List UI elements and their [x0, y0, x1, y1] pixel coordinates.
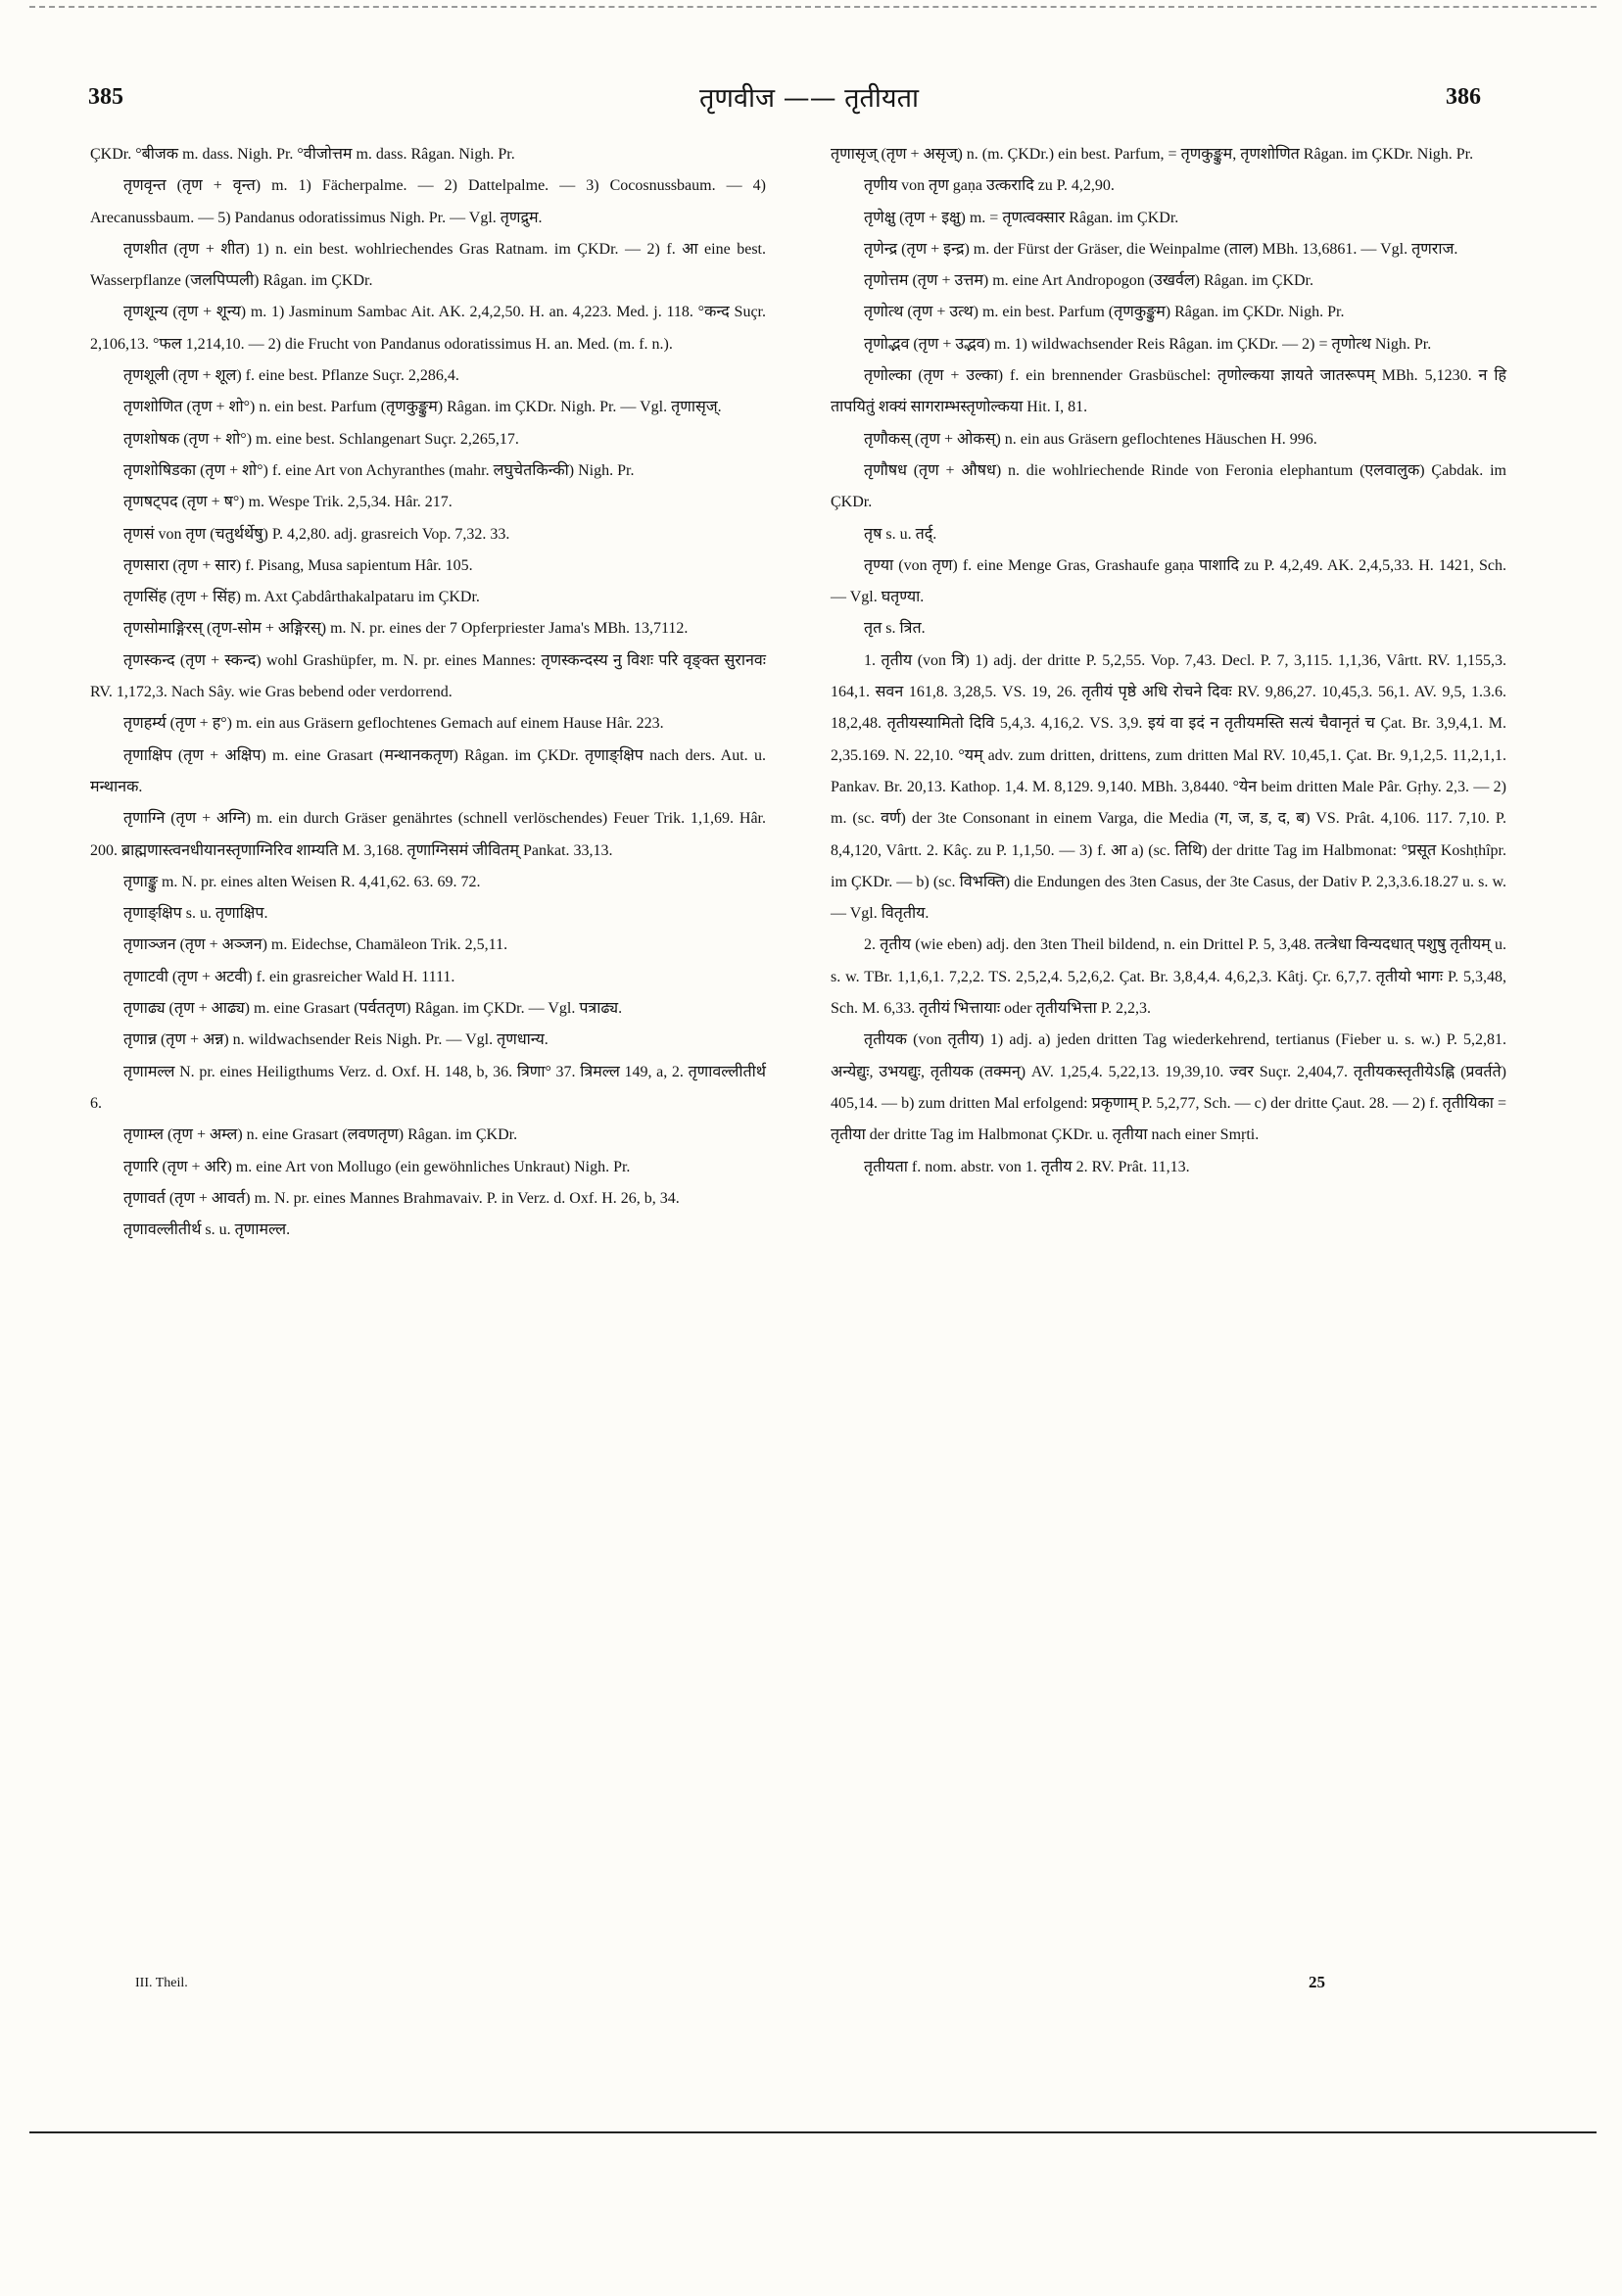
dictionary-entry: तृणान्न (तृण + अन्न) n. wildwachsender Reis Nigh. Pr. — Vgl. तृणधान्य. [123, 1031, 549, 1049]
dictionary-entry: तृणौकस् (तृण + ओकस्) n. ein aus Gräsern geflochtenes Häuschen H. 996. [864, 430, 1317, 448]
dictionary-entry: तृणशून्य (तृण + शून्य) m. 1) Jasminum Sambac Ait. AK. 2,4,2,50. H. an. 4,223. Med. j. 118. °कन्द Suçr. 2,106,13. °फल 1,214,10. — 2) die Frucht von Pandanus odoratissimus H. an. Med. (m. f. n.). [90, 304, 766, 353]
right-column [831, 139, 1506, 1183]
dictionary-entry: तृणशीत (तृण + शीत) 1) n. ein best. wohlriechendes Gras Ratnam. im ÇKDr. — 2) f. आ eine best. Wasserpflanze (जलपिप्पली) Râgan. im ÇKDr. [90, 240, 766, 290]
dictionary-entry: तृणामल्ल N. pr. eines Heiligthums Verz. d. Oxf. H. 148, b, 36. त्रिणा° 37. त्रिमल्ल 149, a, 2. तृणावल्लीतीर्थ 6. [90, 1063, 766, 1112]
right-page-number: 386 [1446, 84, 1481, 110]
dictionary-entry: तृणाञ्जन (तृण + अञ्जन) m. Eidechse, Chamäleon Trik. 2,5,11. [123, 936, 508, 954]
dictionary-entry: तृणाक्षिप (तृण + अक्षिप) m. eine Grasart (मन्थानकतृण) Râgan. im ÇKDr. तृणाङ्क्षिप nach ders. Aut. u. मन्थानक. [90, 746, 766, 795]
dictionary-entry: तृणसारा (तृण + सार) f. Pisang, Musa sapientum Hâr. 105. [123, 556, 473, 574]
dictionary-entry: तृत s. त्रित. [864, 620, 926, 638]
dictionary-entry: 1. तृतीय (von त्रि) 1) adj. der dritte P. 5,2,55. Vop. 7,43. Decl. P. 7, 3,115. 1,1,36, Vârtt. RV. 1,155,3. 164,1. सवन 161,8. 3,28,5. VS. 19, 26. तृतीयं पृष्ठे अधि रोचने दिवः RV. 9,86,27. 10,45,3. 56,1. AV. 9,5, 1.3.6. 18,2,48. तृतीयस्यामितो दिवि 5,4,3. 4,16,2. VS. 3,9. इयं वा इदं न तृतीयमस्ति सत्यं चैवानृतं च Çat. Br. 3,9,4,1. M. 2,35.169. N. 22,10. °यम् adv. zum dritten, drittens, zum dritten Mal RV. 10,45,1. Çat. Br. 9,1,2,5. 11,2,1,1. Pankav. Br. 20,13. Kathop. 1,4. M. 8,129. 9,140. MBh. 3,8440. °येन beim dritten Male Pâr. Gṛhy. 2,3. — 2) m. (sc. वर्ण) der 3te Consonant in einem Varga, die Media (ग, ज, ड, द, ब) VS. Prât. 4,106. 117. 7,10. P. 8,4,120, Vârtt. 2. Kâç. zu P. 1,1,50. — 3) f. आ a) (sc. तिथि) der dritte Tag im Halbmonat: °प्रसूत Koshṭhîpr. im ÇKDr. — b) (sc. विभक्ति) die Endungen des 3ten Casus, der 3te Casus, der Dativ P. 2,3,3.6.18.27 u. s. w. — Vgl. वितृतीय. [831, 651, 1506, 923]
dictionary-entry: तृणारि (तृण + अरि) m. eine Art von Mollugo (ein gewöhnliches Unkraut) Nigh. Pr. [123, 1158, 631, 1175]
running-head: तृणवीज —— तृतीयता [699, 83, 919, 114]
dictionary-entry: तृण्या (von तृण) f. eine Menge Gras, Grashaufe gaṇa पाशादि zu P. 4,2,49. AK. 2,4,5,33. H. 1421, Sch. — Vgl. घतृण्या. [831, 556, 1506, 606]
dictionary-entry: तृतीयक (von तृतीय) 1) adj. a) jeden dritten Tag wiederkehrend, tertianus (Fieber u. s. w.) P. 5,2,81. अन्येद्युः, उभयद्युः, तृतीयक (तक्मन्) AV. 1,25,4. 5,22,13. 19,39,10. ज्वर Suçr. 2,404,7. तृतीयकस्तृतीयेऽह्नि (प्रवर्तते) 405,14. — b) zum dritten Mal erfolgend: प्रकृणाम् P. 5,2,77, Sch. — c) der dritte Çaut. 28. — 2) f. तृतीयिका = तृतीया der dritte Tag im Halbmonat ÇKDr. u. तृतीया nach einer Smṛti. [831, 1031, 1506, 1144]
dictionary-entry: तृणावल्लीतीर्थ s. u. तृणामल्ल. [123, 1221, 291, 1239]
dictionary-entry: तृणीय von तृण gaṇa उत्करादि zu P. 4,2,90. [864, 177, 1115, 195]
dictionary-entry: तृणवृन्त (तृण + वृन्त) m. 1) Fächerpalme. — 2) Dattelpalme. — 3) Cocosnussbaum. — 4) Arecanussbaum. — 5) Pandanus odoratissimus Nigh. Pr. — Vgl. तृणद्रुम. [90, 177, 766, 226]
dictionary-entry: तृणसिंह (तृण + सिंह) m. Axt Çabdârthakalpataru im ÇKDr. [123, 589, 480, 606]
dictionary-entry: तृणशोणित (तृण + शो°) n. ein best. Parfum (तृणकुङ्कुम) Râgan. im ÇKDr. Nigh. Pr. — Vgl. तृणासृज्. [123, 399, 722, 416]
dictionary-entry: तृणाम्ल (तृण + अम्ल) n. eine Grasart (लवणतृण) Râgan. im ÇKDr. [123, 1126, 518, 1144]
dictionary-entry: तृणोद्भव (तृण + उद्भव) m. 1) wildwachsender Reis Râgan. im ÇKDr. — 2) = तृणोत्थ Nigh. Pr. [864, 335, 1432, 353]
top-scan-edge [29, 6, 1597, 8]
dictionary-entry: तृष s. u. तर्द्. [864, 525, 937, 543]
dictionary-entry: तृणहर्म्य (तृण + ह°) m. ein aus Gräsern geflochtenes Gemach auf einem Hause Hâr. 223. [123, 715, 664, 733]
dictionary-entry: तृणाङ्कु m. N. pr. eines alten Weisen R. 4,41,62. 63. 69. 72. [123, 873, 481, 890]
dictionary-entry: तृणावर्त (तृण + आवर्त) m. N. pr. eines Mannes Brahmavaiv. P. in Verz. d. Oxf. H. 26, b, 34. [123, 1189, 680, 1207]
dictionary-entry: तृणोत्तम (तृण + उत्तम) m. eine Art Andropogon (उखर्वल) Râgan. im ÇKDr. [864, 272, 1314, 290]
dictionary-entry: तृणोत्थ (तृण + उत्थ) m. ein best. Parfum (तृणकुङ्कुम) Râgan. im ÇKDr. Nigh. Pr. [864, 304, 1345, 321]
dictionary-entry: तृणशोषिडका (तृण + शो°) f. eine Art von Achyranthes (mahr. लघुचेतकिन्की) Nigh. Pr. [123, 461, 635, 479]
dictionary-entry: तृणेक्षु (तृण + इक्षु) m. = तृणत्वक्सार Râgan. im ÇKDr. [864, 209, 1179, 226]
dictionary-entry: तृणाङ्क्षिप s. u. तृणाक्षिप. [123, 905, 268, 923]
volume-note: III. Theil. [135, 1976, 188, 1990]
dictionary-entry: तृणाग्नि (तृण + अग्नि) m. ein durch Gräser genährtes (schnell verlöschendes) Feuer Trik. 1,1,69. Hâr. 200. ब्राह्मणास्त्वनधीयानस्तृणाग्निरिव शाम्यति M. 3,168. तृणाग्निसमं जीवितम् Pankat. 33,13. [90, 810, 766, 859]
dictionary-entry: तृणाटवी (तृण + अटवी) f. ein grasreicher Wald H. 1111. [123, 968, 455, 985]
dictionary-entry: तृणेन्द्र (तृण + इन्द्र) m. der Fürst der Gräser, die Weinpalme (ताल) MBh. 13,6861. — Vgl. तृणराज. [864, 240, 1458, 258]
dictionary-entry: 2. तृतीय (wie eben) adj. den 3ten Theil bildend, n. ein Drittel P. 5, 3,48. तत्त्रेधा विन्यदधात् पशुषु तृतीयम् u. s. w. TBr. 1,1,6,1. 7,2,2. TS. 2,5,2,4. 5,2,6,2. Çat. Br. 3,8,4,4. 4,6,2,3. Kâtj. Çr. 6,7,7. तृतीयो भागः P. 5,3,48, Sch. M. 6,33. तृतीयं भित्तायाः oder तृतीयभित्ता P. 2,2,3. [831, 936, 1506, 1018]
dictionary-entry: तृणाढ्य (तृण + आढ्य) m. eine Grasart (पर्वततृण) Râgan. im ÇKDr. — Vgl. पत्राढ्य. [123, 1000, 623, 1018]
dictionary-entry: ÇKDr. °बीजक m. dass. Nigh. Pr. °वीजोत्तम m. dass. Râgan. Nigh. Pr. [90, 146, 515, 163]
signature-mark: 25 [1309, 1973, 1325, 1991]
dictionary-entry: तृणसं von तृण (चतुर्थर्थेषु) P. 4,2,80. adj. grasreich Vop. 7,32. 33. [123, 525, 510, 543]
left-column [90, 139, 766, 1246]
dictionary-entry: तृणषट्पद (तृण + ष°) m. Wespe Trik. 2,5,34. Hâr. 217. [123, 494, 453, 511]
dictionary-entry: तृतीयता f. nom. abstr. von 1. तृतीय 2. RV. Prât. 11,13. [864, 1158, 1190, 1175]
dictionary-entry: तृणासृज् (तृण + असृज्) n. (m. ÇKDr.) ein best. Parfum, = तृणकुङ्कुम, तृणशोणित Râgan. im ÇKDr. Nigh. Pr. [831, 146, 1474, 163]
dictionary-entry: तृणसोमाङ्गिरस् (तृण-सोम + अङ्गिरस्) m. N. pr. eines der 7 Opferpriester Jama's MBh. 13,7112. [123, 620, 689, 638]
dictionary-entry: तृणशूली (तृण + शूल) f. eine best. Pflanze Suçr. 2,286,4. [123, 367, 459, 385]
dictionary-entry: तृणोल्का (तृण + उल्का) f. ein brennender Grasbüschel: तृणोल्कया ज्ञायते जातरूपम् MBh. 5,1230. न हि तापयितुं शक्यं सागराम्भस्तृणोल्कया Hit. I, 81. [831, 367, 1506, 416]
dictionary-entry: तृणशोषक (तृण + शो°) m. eine best. Schlangenart Suçr. 2,265,17. [123, 430, 519, 448]
dictionary-entry: तृणस्कन्द (तृण + स्कन्द) wohl Grashüpfer, m. N. pr. eines Mannes: तृणस्कन्दस्य नु विशः परि वृङ्क्त सुरानवः RV. 1,172,3. Nach Sây. wie Gras bebend oder verdorrend. [90, 651, 766, 701]
left-page-number: 385 [88, 84, 123, 110]
bottom-rule [29, 2131, 1597, 2133]
dictionary-entry: तृणौषध (तृण + औषध) n. die wohlriechende Rinde von Feronia elephantum (एलवालुक) Çabdak. im ÇKDr. [831, 461, 1506, 511]
